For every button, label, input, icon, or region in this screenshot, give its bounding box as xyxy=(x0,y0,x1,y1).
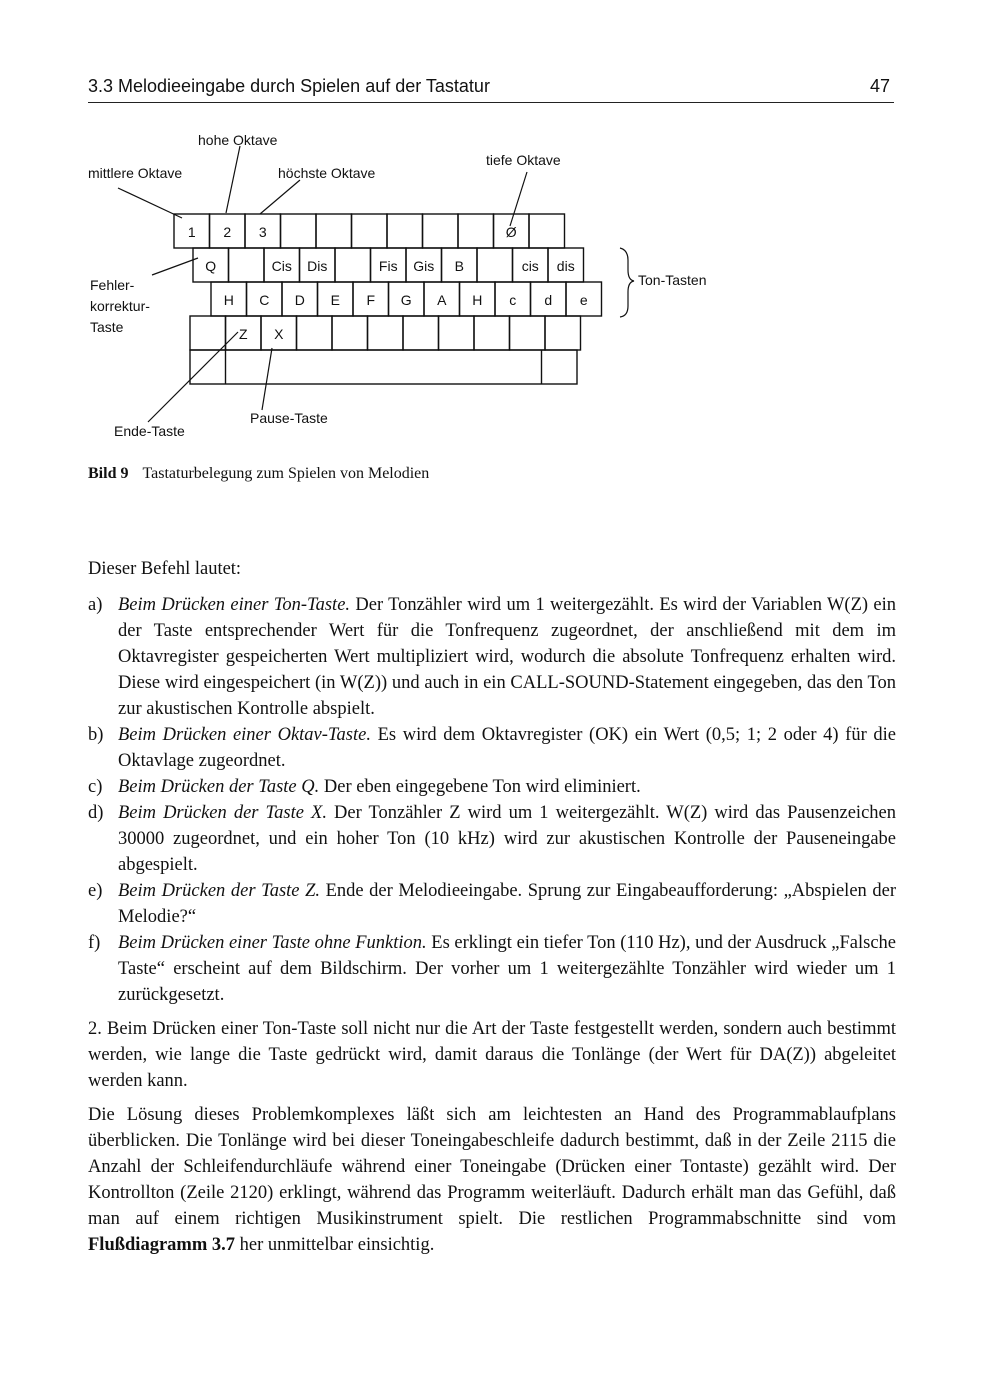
key-row4-4 xyxy=(332,316,368,350)
lead-sentence: Dieser Befehl lautet: xyxy=(88,559,242,579)
keyboard-figure xyxy=(0,110,1000,460)
page-number: 47 xyxy=(869,76,890,96)
key-label: e xyxy=(579,292,588,308)
key-row2-4 xyxy=(335,248,371,282)
list-item: d) Beim Drücken der Taste X. Der Tonzähler Z wird um 1 weitergezählt. W(Z) wird das Pausenzeichen 30000 zugeordnet, und ein hoher Ton (10 kHz) wird zur akustischen Kontrolle der Pauseneingabe abgespielt. xyxy=(88,803,896,875)
body-text xyxy=(88,556,896,1266)
list-item: b) Beim Drücken einer Oktav-Taste. Es wird dem Oktavregister (OK) ein Wert (0,5; 1; 2 oder 4) für die Oktavlage zugeordnet. xyxy=(88,725,896,771)
key-label: cis xyxy=(521,258,539,274)
list-item: f) Beim Drücken einer Taste ohne Funktion. Es erklingt ein tiefer Ton (110 Hz), und der Ausdruck „Falsche Taste“ erscheint auf dem Bildschirm. Der vorher um 1 weitergezählte Tonzähler wird wieder um 1 zurückgesetzt. xyxy=(88,933,896,1005)
key-row1-8 xyxy=(458,214,494,248)
key-label: X xyxy=(274,326,284,342)
label-hoechste-oktave: höchste Oktave xyxy=(278,165,376,181)
key-row1-7 xyxy=(423,214,459,248)
paragraph-2: 2. Beim Drücken einer Ton-Taste soll nicht nur die Art der Taste festgestellt werden, sondern auch bestimmt werden, wie lange die Taste gedrückt wird, damit daraus die Tonlänge (der Wert für DA(Z)) abgeleitet werden kann. xyxy=(88,1019,896,1091)
key-row2-8 xyxy=(477,248,513,282)
key-label: Z xyxy=(238,326,248,342)
caption-label: Bild 9 xyxy=(88,465,129,482)
key-label: A xyxy=(437,292,447,308)
key-row1-3 xyxy=(281,214,317,248)
label-tiefe-oktave: tiefe Oktave xyxy=(486,152,561,168)
key-label: Ø xyxy=(505,224,517,240)
key-row1-6 xyxy=(387,214,423,248)
key-label: d xyxy=(544,292,553,308)
key-row4-9 xyxy=(510,316,546,350)
key-label: C xyxy=(259,292,270,308)
key-label: c xyxy=(509,292,517,308)
key-label: F xyxy=(366,292,376,308)
key-label: Dis xyxy=(307,258,328,274)
label-pause-taste: Pause-Taste xyxy=(250,410,328,426)
list-item: a) Beim Drücken einer Ton-Taste. Der Tonzähler wird um 1 weitergezählt. Es wird der Variablen W(Z) ein der Taste entsprechender Wert für die Tonfrequenz zugeordnet, der anschließend mit dem im Oktavregister gespeicherten Wert multipliziert wird, wodurch die absolute Tonfrequenz erhalten wird. Diese wird eingespeichert (in W(Z)) und auch in ein CALL-SOUND-Statement eingegeben, das den Ton zur akustischen Kontrolle abspielt. xyxy=(88,595,897,719)
annotation-lines xyxy=(118,146,634,422)
flussdiagramm-ref: Flußdiagramm 3.7 xyxy=(88,1235,235,1255)
key-label: H xyxy=(472,292,483,308)
label-fehler-1: Fehler- xyxy=(90,277,135,293)
header-title: 3.3 Melodieeingabe durch Spielen auf der Tastatur xyxy=(88,76,490,96)
key-label: Gis xyxy=(413,258,435,274)
key-row2-1 xyxy=(229,248,265,282)
key-row4-8 xyxy=(474,316,510,350)
key-row1-4 xyxy=(316,214,352,248)
paragraph-3: Die Lösung dieses Problemkomplexes läßt sich am leichtesten an Hand des Programmablaufplans überblicken. Die Tonlänge wird bei dieser Toneingabeschleife dadurch bestimmt, daß in der Zeile 2115 die Anzahl der Schleifendurchläufe während einer Toneingabe (Drücken einer Tontaste) gezählt wird. Der Kontrollton (Zeile 2120) erklingt, während das Programm weiterläuft. Dadurch erhält man das Gefühl, daß man auf einem richtigen Musikinstrument spielt. Die restlichen Programmabschnitte sind vom Flußdiagramm 3.7 her unmittelbar einsichtig. xyxy=(88,1105,896,1255)
key-label: Q xyxy=(205,258,217,274)
figure-caption xyxy=(88,465,429,483)
command-list xyxy=(88,592,896,1008)
key-row4-10 xyxy=(545,316,581,350)
caption-text: Tastaturbelegung zum Spielen von Melodien xyxy=(142,465,430,482)
space-bar-row xyxy=(190,350,577,384)
key-row4-7 xyxy=(439,316,475,350)
label-fehler-3: Taste xyxy=(90,319,124,335)
keyboard-keys xyxy=(174,214,602,384)
key-label: 2 xyxy=(223,224,232,240)
key-row1-5 xyxy=(352,214,388,248)
label-ton-tasten: Ton-Tasten xyxy=(638,272,707,288)
list-item: c) Beim Drücken der Taste Q. Der eben eingegebene Ton wird eliminiert. xyxy=(88,777,641,797)
running-header xyxy=(88,74,894,103)
key-row4-3 xyxy=(297,316,333,350)
key-label: D xyxy=(294,292,305,308)
key-label: H xyxy=(223,292,234,308)
key-label: dis xyxy=(556,258,575,274)
key-row4-5 xyxy=(368,316,404,350)
key-label: Fis xyxy=(378,258,398,274)
key-label: G xyxy=(400,292,412,308)
key-label: B xyxy=(454,258,464,274)
key-label: 1 xyxy=(187,224,196,240)
key-label: Cis xyxy=(271,258,292,274)
label-mittlere-oktave: mittlere Oktave xyxy=(88,165,183,181)
label-ende-taste: Ende-Taste xyxy=(114,423,185,439)
key-row4-6 xyxy=(403,316,439,350)
key-row1-10 xyxy=(529,214,565,248)
key-label: 3 xyxy=(258,224,267,240)
label-fehler-2: korrektur- xyxy=(90,298,150,314)
label-hohe-oktave: hohe Oktave xyxy=(198,132,278,148)
key-row4-0 xyxy=(190,316,226,350)
list-item: e) Beim Drücken der Taste Z. Ende der Melodieeingabe. Sprung zur Eingabeaufforderung: „Abspielen der Melodie?“ xyxy=(88,881,896,927)
key-label: E xyxy=(330,292,340,308)
